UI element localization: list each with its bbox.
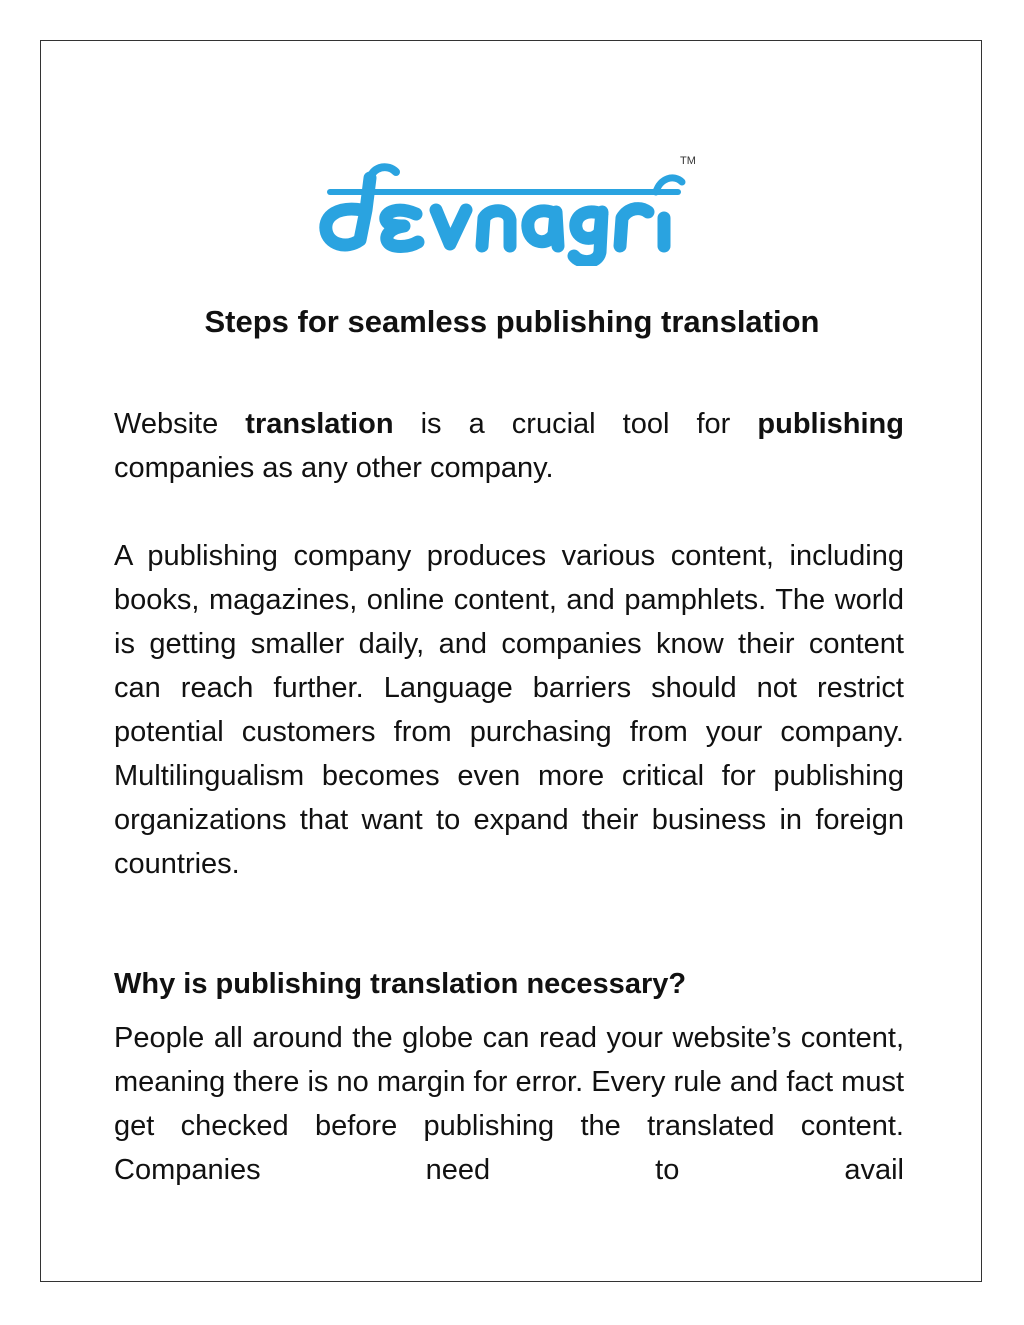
logo-wordmark <box>326 167 682 261</box>
logo-trademark: TM <box>680 155 696 167</box>
intro-text-1: Website <box>114 408 246 440</box>
body-paragraph: A publishing company produces various content, including books, magazines, online content, and pamphlets. The world is getting smaller daily, and companies know their content can reach further. Language barriers should not restrict potential customers from purchasing from your company. Multilingualism becomes even more critical for publishing organizations that want to expand their business in foreign countries. <box>114 540 904 880</box>
intro-bold-translation: translation <box>245 408 394 440</box>
section-paragraph: People all around the globe can read your website’s content, meaning there is no margin for error. Every rule and fact must get checked before publishing the translated content. Companies need to avail <box>114 1022 904 1186</box>
intro-text-2: is a crucial tool for <box>393 408 758 440</box>
devnagri-logo <box>318 148 698 266</box>
intro-paragraph <box>114 402 904 490</box>
intro-text-3: companies as any other company. <box>114 452 554 484</box>
page-title: Steps for seamless publishing translation <box>204 304 820 339</box>
section-heading: Why is publishing translation necessary? <box>114 968 687 1000</box>
intro-bold-publishing: publishing <box>757 408 904 440</box>
